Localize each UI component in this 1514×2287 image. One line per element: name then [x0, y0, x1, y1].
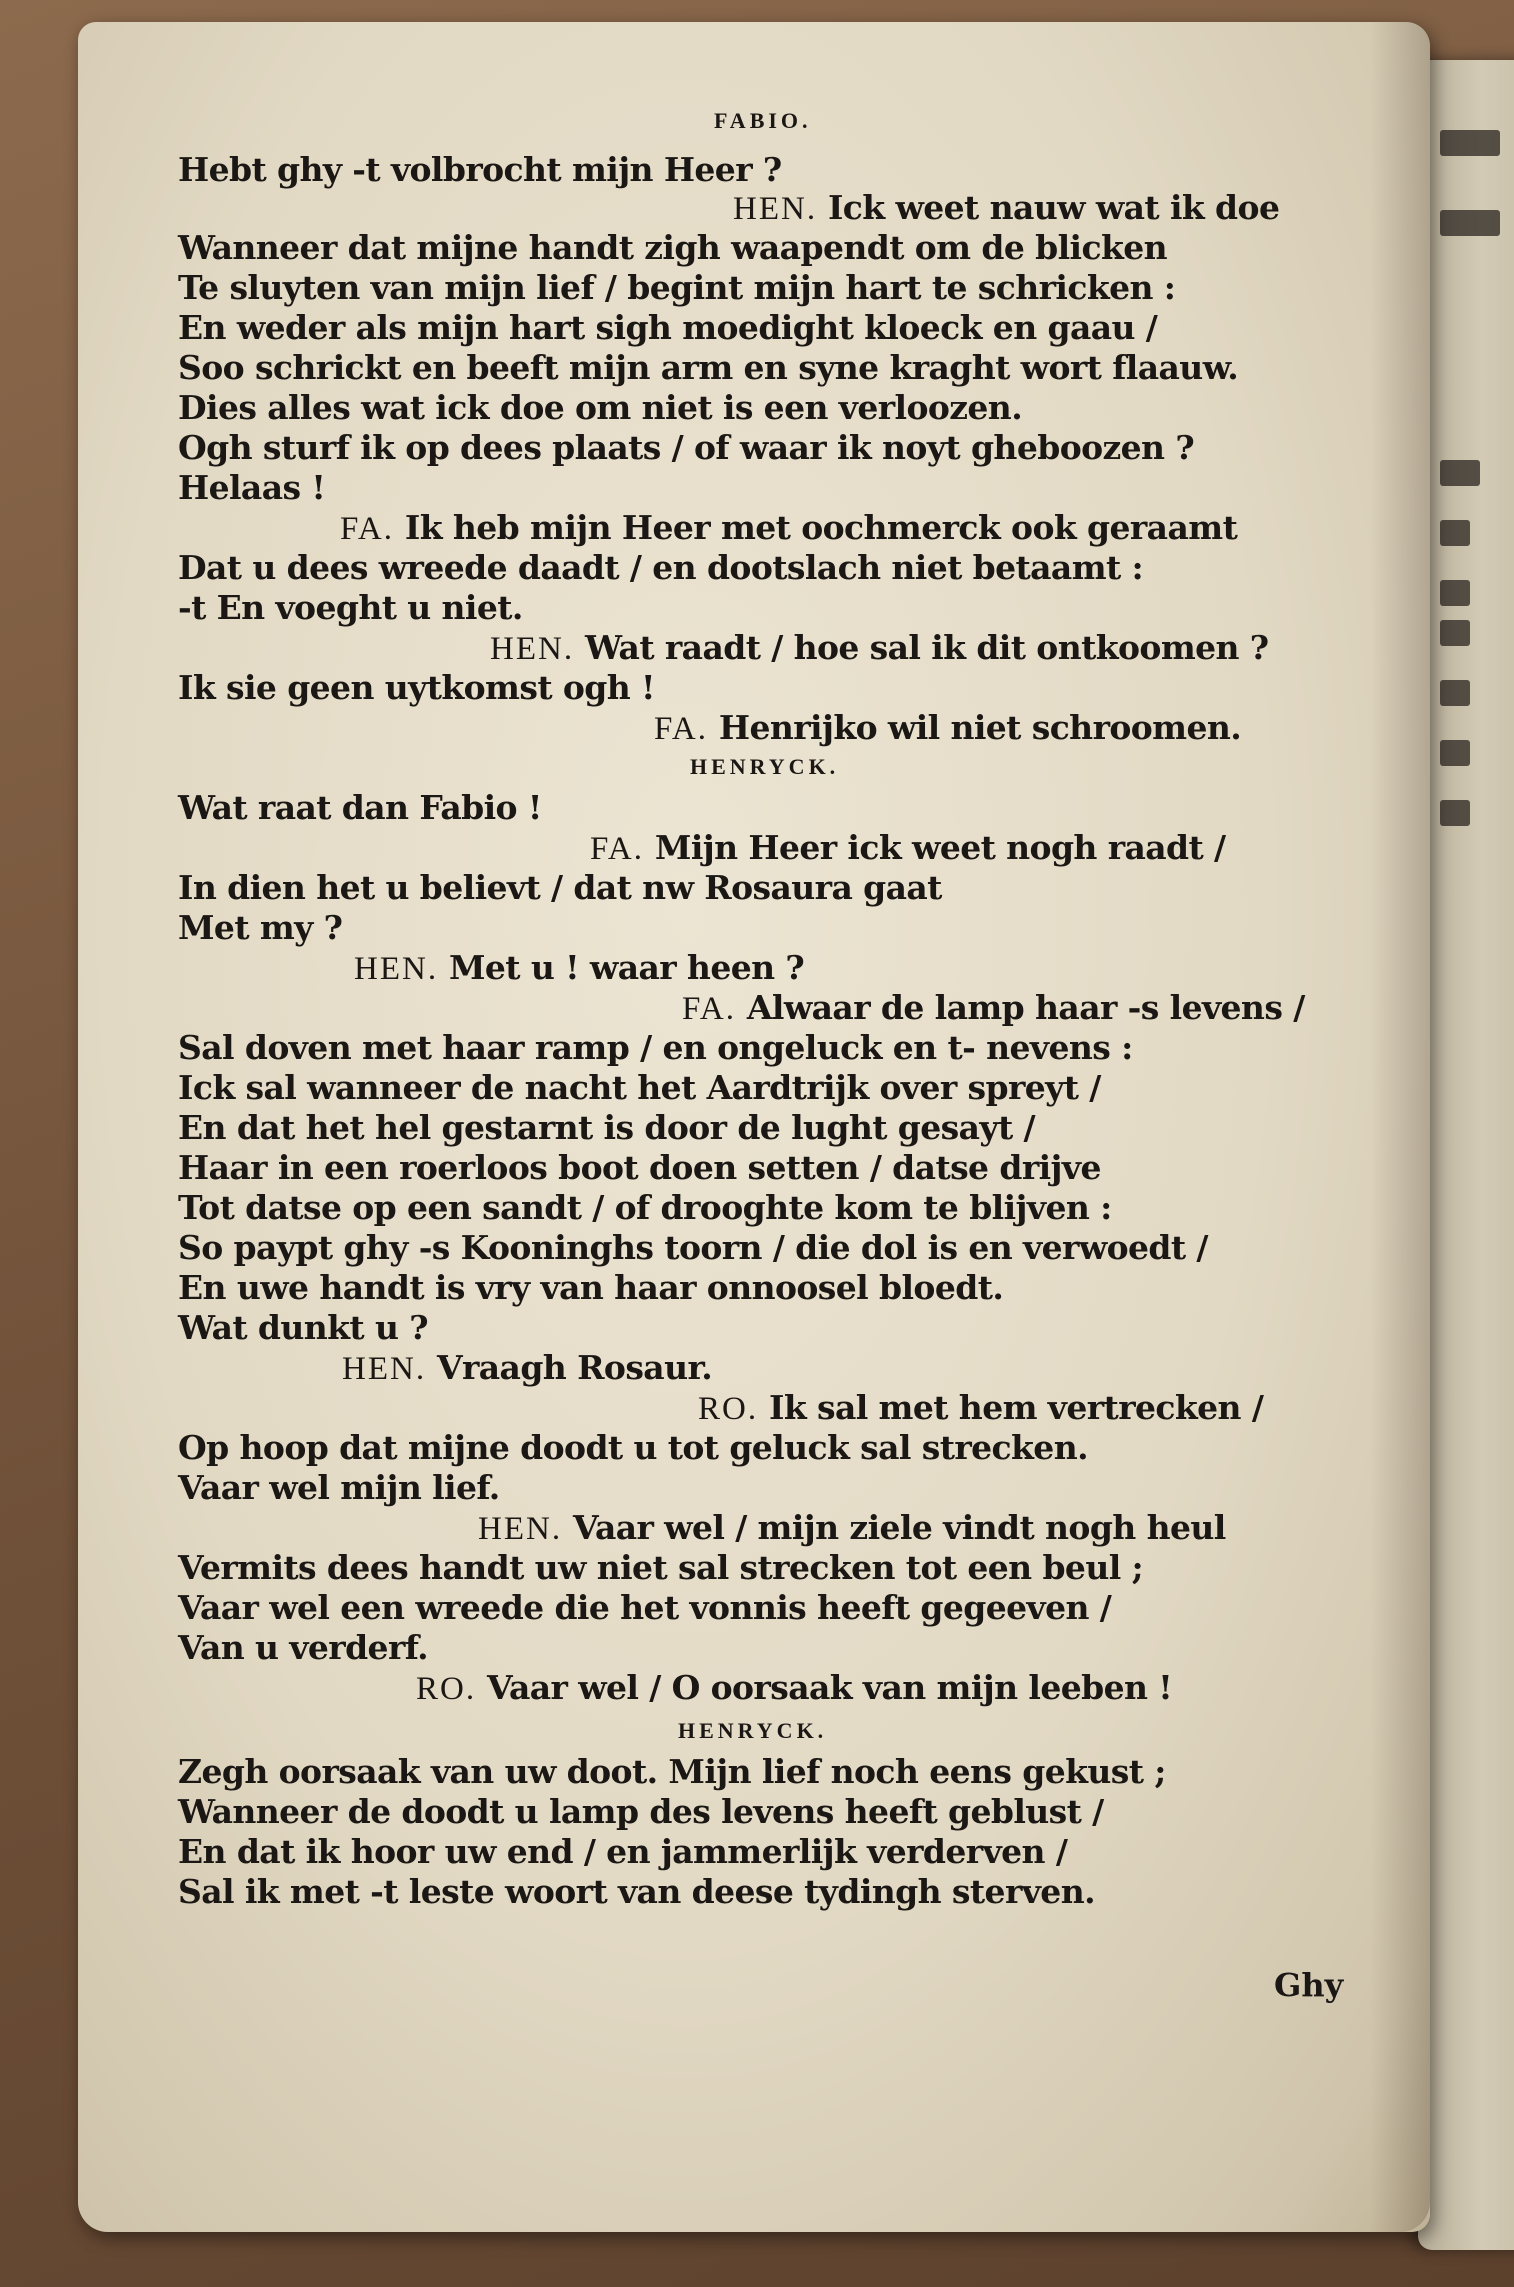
verse-line: Wanneer dat mijne handt zigh waapendt om de blicken [178, 228, 1168, 267]
verse-line: Wat dunkt u ? [178, 1308, 428, 1347]
verse-line: Tot datse op een sandt / of drooghte kom te blijven : [178, 1188, 1112, 1227]
verse-line: HEN. Ick weet nauw wat ik doe [733, 188, 1280, 227]
verse-line: FA. Mijn Heer ick weet nogh raadt / [590, 828, 1226, 867]
verse-line: Ogh sturf ik op dees plaats / of waar ik noyt gheboozen ? [178, 428, 1195, 467]
verse-line: Hebt ghy -t volbrocht mijn Heer ? [178, 150, 782, 189]
verse-line: Helaas ! [178, 468, 326, 507]
verse-line: Sal doven met haar ramp / en ongeluck en t- nevens : [178, 1028, 1133, 1067]
verse-line: Wanneer de doodt u lamp des levens heeft geblust / [178, 1792, 1104, 1831]
speaker-heading: FABIO. [714, 108, 812, 133]
catchword: Ghy [1274, 1966, 1344, 2004]
verse-line: Ik sie geen uytkomst ogh ! [178, 668, 655, 707]
verse-line: En weder als mijn hart sigh moedight kloeck en gaau / [178, 308, 1158, 347]
facing-page-edge [1418, 60, 1514, 2250]
verse-line: RO. Ik sal met hem vertrecken / [698, 1388, 1264, 1427]
text-block [78, 22, 1430, 2232]
verse-line: HEN. Met u ! waar heen ? [354, 948, 805, 987]
verse-line: FA. Ik heb mijn Heer met oochmerck ook geraamt [340, 508, 1238, 547]
verse-line: Met my ? [178, 908, 343, 947]
verse-line: En dat het hel gestarnt is door de lught gesayt / [178, 1108, 1035, 1147]
verse-line: -t En voeght u niet. [178, 588, 523, 627]
verse-line: Dies alles wat ick doe om niet is een verloozen. [178, 388, 1023, 427]
book-page [78, 22, 1430, 2232]
verse-line: Haar in een roerloos boot doen setten / datse drijve [178, 1148, 1101, 1187]
verse-line: Soo schrickt en beeft mijn arm en syne kraght wort flaauw. [178, 348, 1239, 387]
verse-line: HEN. Vraagh Rosaur. [342, 1348, 713, 1387]
verse-line: Te sluyten van mijn lief / begint mijn hart te schricken : [178, 268, 1176, 307]
verse-line: In dien het u believt / dat nw Rosaura gaat [178, 868, 942, 907]
speaker-heading: HENRYCK. [690, 754, 840, 779]
verse-line: Vaar wel mijn lief. [178, 1468, 500, 1507]
verse-line: Vermits dees handt uw niet sal strecken tot een beul ; [178, 1548, 1144, 1587]
verse-line: FA. Henrijko wil niet schroomen. [654, 708, 1242, 747]
verse-line: HEN. Wat raadt / hoe sal ik dit ontkoomen ? [490, 628, 1269, 667]
verse-line: FA. Alwaar de lamp haar -s levens / [682, 988, 1305, 1027]
verse-line: Wat raat dan Fabio ! [178, 788, 542, 827]
verse-line: En uwe handt is vry van haar onnoosel bloedt. [178, 1268, 1004, 1307]
verse-line: So paypt ghy -s Kooninghs toorn / die dol is en verwoedt / [178, 1228, 1208, 1267]
verse-line: Op hoop dat mijne doodt u tot geluck sal strecken. [178, 1428, 1088, 1467]
verse-line: RO. Vaar wel / O oorsaak van mijn leeben ! [416, 1668, 1173, 1707]
verse-line: Zegh oorsaak van uw doot. Mijn lief noch eens gekust ; [178, 1752, 1166, 1791]
verse-line: HEN. Vaar wel / mijn ziele vindt nogh heul [478, 1508, 1226, 1547]
verse-line: Ick sal wanneer de nacht het Aardtrijk over spreyt / [178, 1068, 1101, 1107]
speaker-heading: HENRYCK. [678, 1718, 828, 1743]
verse-line: Sal ik met -t leste woort van deese tydingh sterven. [178, 1872, 1095, 1911]
verse-line: En dat ik hoor uw end / en jammerlijk verderven / [178, 1832, 1068, 1871]
verse-line: Vaar wel een wreede die het vonnis heeft gegeeven / [178, 1588, 1112, 1627]
verse-line: Van u verderf. [178, 1628, 429, 1667]
verse-line: Dat u dees wreede daadt / en dootslach niet betaamt : [178, 548, 1144, 587]
